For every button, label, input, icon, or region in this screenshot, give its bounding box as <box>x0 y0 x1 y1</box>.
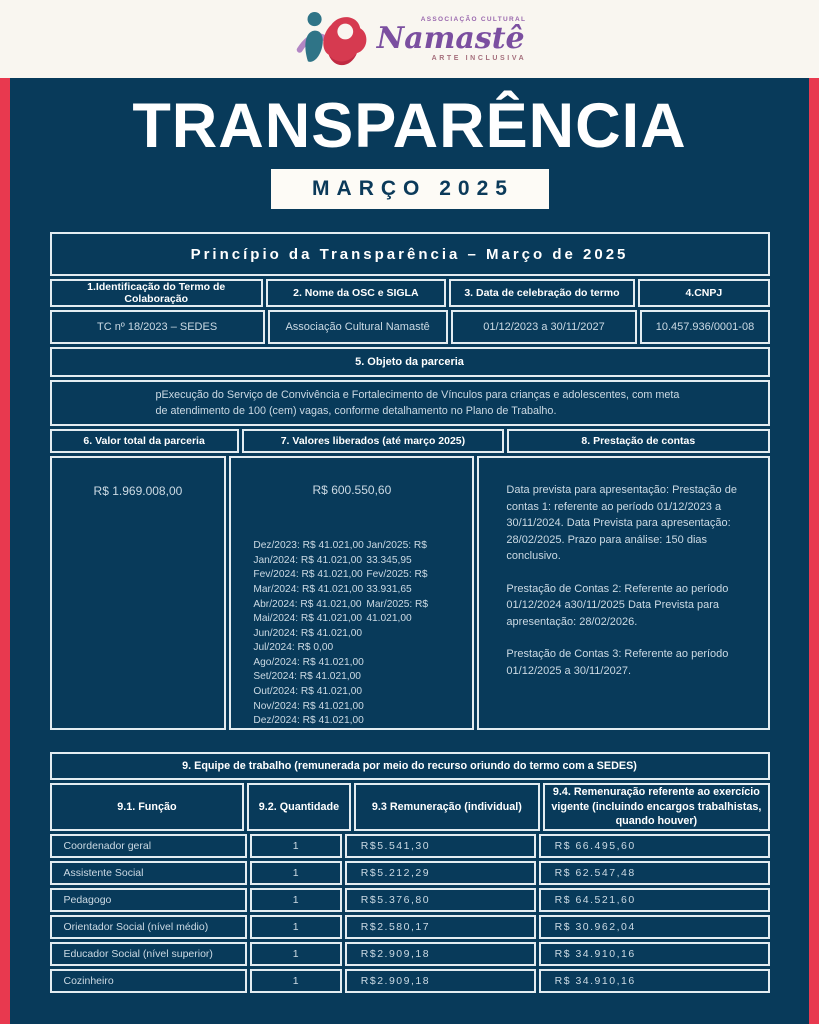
namaste-logo-text <box>377 16 526 63</box>
monthly-value: Dez/2023: R$ 41.021,00 <box>253 540 364 552</box>
team-remuneracao: R$2.580,17 <box>345 915 536 939</box>
value-data-celebracao: 01/12/2023 a 30/11/2027 <box>451 310 638 344</box>
table-row <box>50 861 770 885</box>
team-quantidade: 1 <box>250 888 342 912</box>
namaste-logo-icon <box>293 6 371 72</box>
monthly-values-col-a <box>253 539 366 729</box>
monthly-value: Fev/2025: R$ 33.931,65 <box>366 569 428 595</box>
team-header-remuneracao-exercicio: 9.4. Remenuração referente ao exercício vigente (incluindo encargos trabalhistas, quando houver) <box>543 783 769 831</box>
transparency-table <box>50 232 770 730</box>
period-label: MARÇO 2025 <box>312 177 514 200</box>
section6-value: R$ 1.969.008,00 <box>50 456 227 730</box>
team-remuneracao: R$5.376,80 <box>345 888 536 912</box>
team-remuneracao-total: R$ 34.910,16 <box>539 969 770 993</box>
prestacao-paragraph-1: Data prevista para apresentação: Prestação de contas 1: referente ao período 01/12/2023 a 30/11/2024. Data Prevista para apresentação: 28/02/2025. Prazo para análise: 150 dias conclusivo. <box>506 484 737 562</box>
team-remuneracao: R$2.909,18 <box>345 969 536 993</box>
team-quantidade: 1 <box>250 915 342 939</box>
team-funcao: Assistente Social <box>50 861 247 885</box>
team-quantidade: 1 <box>250 942 342 966</box>
team-remuneracao-total: R$ 66.495,60 <box>539 834 770 858</box>
prestacao-paragraph-2: Prestação de Contas 2: Referente ao período 01/12/2024 a30/11/2025 Data Prevista para apresentação: 28/02/2026. <box>506 582 729 628</box>
table-row <box>50 915 770 939</box>
header-data-celebracao: 3. Data de celebração do termo <box>449 279 635 307</box>
team-funcao: Cozinheiro <box>50 969 247 993</box>
team-quantidade: 1 <box>250 969 342 993</box>
table-row <box>50 942 770 966</box>
team-table <box>50 752 770 993</box>
monthly-value: Nov/2024: R$ 41.021,00 <box>253 700 364 712</box>
main-panel <box>10 78 809 1024</box>
period-banner <box>271 169 549 209</box>
team-header-row <box>50 783 770 831</box>
section8-body <box>477 456 769 730</box>
table-row <box>50 834 770 858</box>
header-identificacao: 1.Identificação do Termo de Colaboração <box>50 279 263 307</box>
sections-678-header-row <box>50 429 770 453</box>
monthly-value: Jan/2024: R$ 41.021,00 <box>253 554 363 566</box>
team-remuneracao: R$2.909,18 <box>345 942 536 966</box>
monthly-value: Dez/2024: R$ 41.021,00 <box>253 715 364 727</box>
logo-subtitle-top: ASSOCIAÇÃO CULTURAL <box>420 15 527 23</box>
monthly-value: Out/2024: R$ 41.021,00 <box>253 686 363 698</box>
table-row <box>50 969 770 993</box>
section5-title: 5. Objeto da parceria <box>50 347 770 377</box>
team-header-remuneracao: 9.3 Remuneração (individual) <box>354 783 541 831</box>
team-remuneracao-total: R$ 64.521,60 <box>539 888 770 912</box>
header-band <box>0 0 819 78</box>
logo-subtitle-bottom: ARTE INCLUSIVA <box>431 55 527 63</box>
value-identificacao: TC nº 18/2023 – SEDES <box>50 310 265 344</box>
monthly-value: Jan/2025: R$ 33.345,95 <box>366 540 427 566</box>
team-table-title: 9. Equipe de trabalho (remunerada por meio do recurso oriundo do termo com a SEDES) <box>50 752 770 780</box>
monthly-value: Jun/2024: R$ 41.021,00 <box>253 627 363 639</box>
page-title: TRANSPARÊNCIA <box>132 91 687 161</box>
table-header-row <box>50 279 770 307</box>
header-cnpj: 4.CNPJ <box>638 279 769 307</box>
sections-678-body-row <box>50 456 770 730</box>
monthly-value: Set/2024: R$ 41.021,00 <box>253 671 361 683</box>
section7-total: R$ 600.550,60 <box>312 483 392 498</box>
section8-title: 8. Prestação de contas <box>507 429 769 453</box>
team-header-quantidade: 9.2. Quantidade <box>247 783 350 831</box>
value-nome-osc: Associação Cultural Namastê <box>268 310 448 344</box>
monthly-value: Abr/2024: R$ 41.021,00 <box>253 598 362 610</box>
team-quantidade: 1 <box>250 834 342 858</box>
monthly-value: Jul/2024: R$ 0,00 <box>253 642 334 654</box>
header-nome-osc: 2. Nome da OSC e SIGLA <box>266 279 446 307</box>
table-value-row <box>50 310 770 344</box>
team-funcao: Orientador Social (nível médio) <box>50 915 247 939</box>
section7-body <box>229 456 474 730</box>
monthly-value: Ago/2024: R$ 41.021,00 <box>253 656 364 668</box>
monthly-values-col-b <box>366 539 472 729</box>
section7-title: 7. Valores liberados (até março 2025) <box>242 429 504 453</box>
section5-text: pExecução do Serviço de Convivência e Fortalecimento de Vínculos para crianças e adolescentes, com meta de atendimento de 100 (cem) vagas, conforme detalhamento no Plano de Trabalho. <box>50 380 770 426</box>
team-remuneracao-total: R$ 62.547,48 <box>539 861 770 885</box>
table-row <box>50 888 770 912</box>
section6-title: 6. Valor total da parceria <box>50 429 239 453</box>
monthly-value: Fev/2024: R$ 41.021,00 <box>253 569 363 581</box>
team-remuneracao: R$5.541,30 <box>345 834 536 858</box>
team-remuneracao-total: R$ 30.962,04 <box>539 915 770 939</box>
monthly-value: Mar/2024: R$ 41.021,00 <box>253 583 364 595</box>
namaste-logo <box>293 6 526 72</box>
team-remuneracao: R$5.212,29 <box>345 861 536 885</box>
table-title: Princípio da Transparência – Março de 2025 <box>50 232 770 276</box>
team-funcao: Coordenador geral <box>50 834 247 858</box>
value-cnpj: 10.457.936/0001-08 <box>640 310 769 344</box>
prestacao-paragraph-3: Prestação de Contas 3: Referente ao período 01/12/2025 a 30/11/2027. <box>506 648 729 677</box>
monthly-values-list <box>231 539 472 729</box>
team-remuneracao-total: R$ 34.910,16 <box>539 942 770 966</box>
logo-wordmark: Namastê <box>376 20 525 56</box>
team-funcao: Pedagogo <box>50 888 247 912</box>
monthly-value: Mar/2025: R$ 41.021,00 <box>366 598 429 625</box>
team-funcao: Educador Social (nível superior) <box>50 942 247 966</box>
team-header-funcao: 9.1. Função <box>50 783 245 831</box>
team-quantidade: 1 <box>250 861 342 885</box>
monthly-value: Mai/2024: R$ 41.021,00 <box>253 613 363 625</box>
